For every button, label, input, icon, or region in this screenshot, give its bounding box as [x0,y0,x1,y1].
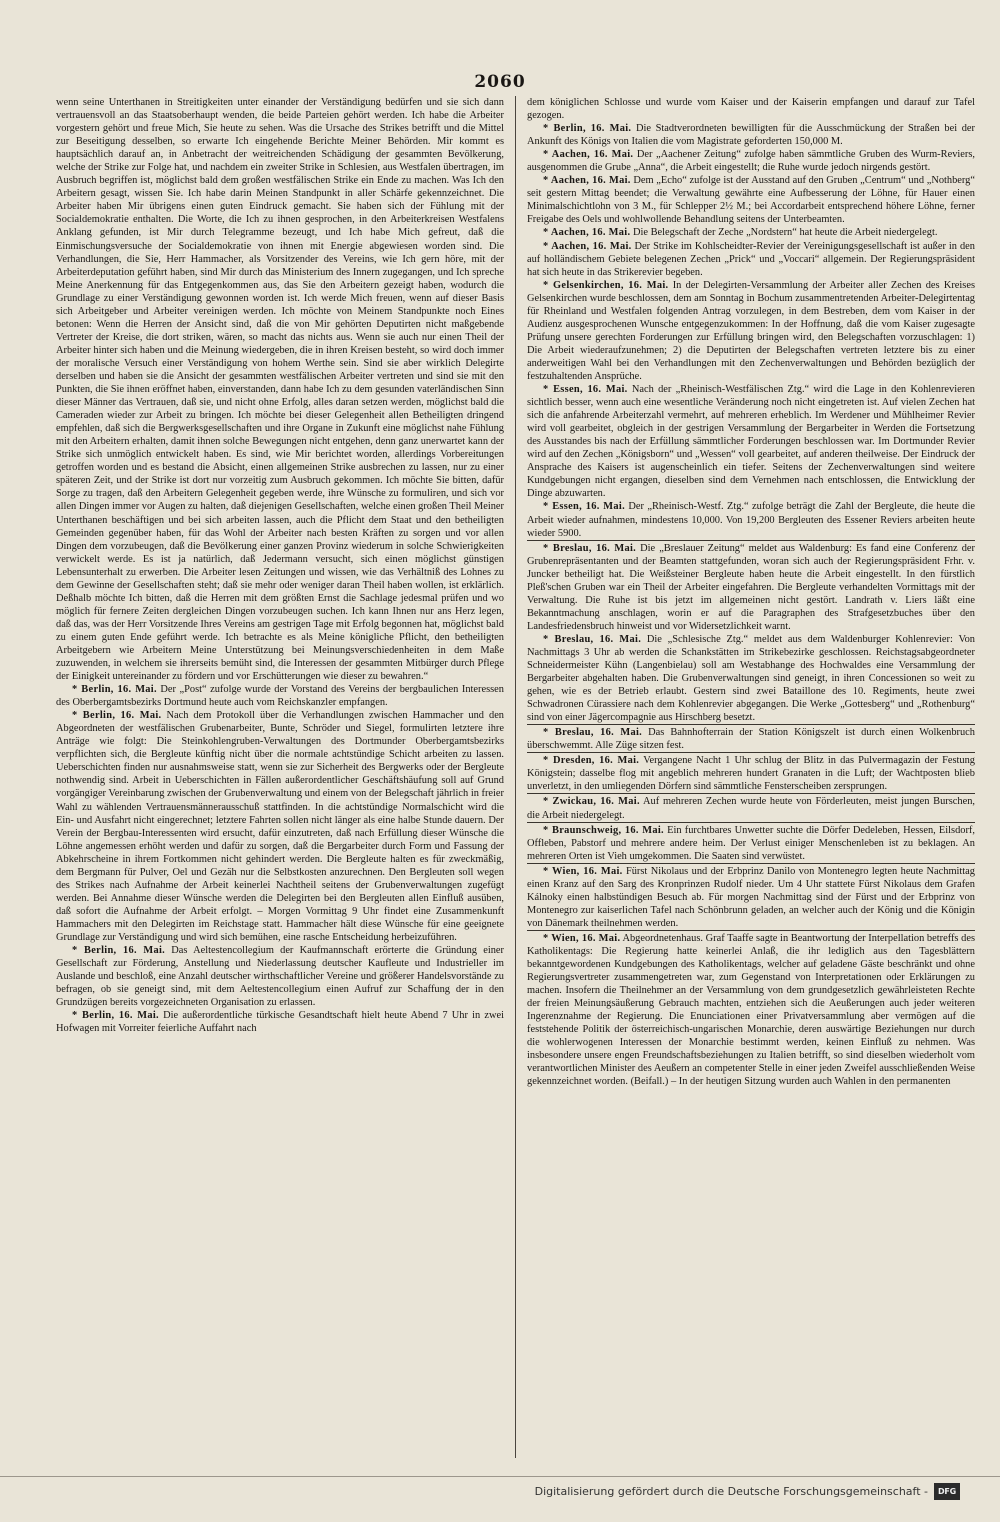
dateline: * Wien, 16. Mai. [543,865,623,877]
item-text: Dem „Echo“ zufolge ist der Ausstand auf den Gruben „Centrum“ und „Nothberg“ seit gestern Mittag beendet; die Verwaltung gewährte eine Aufbesserung der Löhne, für Hauer einen Minimalschichtlohn von 3 M., für Schlepper 2½ M.; bei Accordarbeit entsprechend höhere Löhne, ferner Freigabe des Oels und wohlwollende Behandlung seitens der Unterbeamten. [527,175,975,226]
news-item [56,1009,504,1035]
item-text: Abgeordnetenhaus. Graf Taaffe sagte in Beantwortung der Interpellation betreffs des Katholikentags: Die Regierung hatte keinerlei Anlaß, die ihr lediglich aus den Tagesblättern bekanntgewordenen Kundgebungen des Katholikentags, welcher auf geladene Gäste beschränkt und ohne Regierungsvertreter zusammengetreten war, zum Gegenstand von Interpretationen oder Erklärungen zu machen. Insofern die Theilnehmer an der Versammlung von dem grundgesetzlich gewährleisteten Rechte der freien Meinungsäußerung Gebrauch machten, entziehen sich die Aeußerungen auch jeder weiteren Ingerenznahme der Regierung. Die Enunciationen einer Privatversammlung aber vermögen auf die feststehende Politik der österreichisch-ungarischen Monarchie, deren auswärtige Beziehungen nur durch die wohlerwogenen Interessen der Monarchie bestimmt werden, keinen Einfluß zu nehmen. Was insbesondere unsere engen Freundschaftsbeziehungen zu Italien betrifft, so sind dieselben wiederholt vom verantwortlichen Minister des Aeußern an competenter Stelle in einer jeden Zweifel ausschließenden Weise gekennzeichnet worden. (Beifall.) – In der heutigen Sitzung wurden auch Wahlen in den permanenten [527,932,975,1088]
news-item [56,709,504,944]
item-text: dem königlichen Schlosse und wurde vom Kaiser und der Kaiserin empfangen und darauf zur Tafel gezogen. [527,97,975,122]
news-item [527,793,975,821]
news-item [527,863,975,930]
dateline: * Aachen, 16. Mai. [543,149,634,161]
news-item [527,724,975,752]
item-text: Die Stadtverordneten bewilligten für die Ausschmückung der Straßen bei der Ankunft des Königs von Italien die vom Magistrate geforderten 150,000 M. [527,123,975,148]
item-text: Fürst Nikolaus und der Erbprinz Danilo von Montenegro legten heute Nachmittag einen Kranz auf den Sarg des Kronprinzen Rudolf nieder. Um 4 Uhr stattete Fürst Nikolaus dem Grafen Kálnoky einen halbstündigen Besuch ab. Für morgen Nachmittag sind der Fürst und der Erbprinz von Montenegro zur kaiserlichen Tafel nach Schönbrunn geladen, an welcher auch der König und die Königin von Dänemark theilnehmen werden. [527,865,975,929]
dateline: * Berlin, 16. Mai. [72,945,166,957]
item-text: Die außerordentliche türkische Gesandtschaft hielt heute Abend 7 Uhr in zwei Hofwagen mit Vorreiter feierliche Auffahrt nach [56,1010,504,1035]
news-item [527,383,975,500]
item-text: Die „Schlesische Ztg.“ meldet aus dem Waldenburger Kohlenrevier: Von Nachmittags 3 Uhr ab werden die Schankstätten im Strikebezirke geschlossen. Reichstagsabgeordneter Schneidermeister Kühn (Langenbielau) soll am Westabhange des Hochwaldes eine Versammlung der Bergarbeiter abgehalten haben. Die Grubenverwaltungen sind geneigt, in ihren Concessionen so weit zu gehen, wie es der Betrieb erlaubt. Gestern sind zwei Bataillone des 10. Regiments, heute zwei Schwadronen Cürassiere nach dem Kohlenrevier abgegangen. Die Werke „Gottesberg“ und „Rothenburg“ sind von einer Jägercompagnie aus Hirschberg besetzt. [527,633,975,724]
dateline: * Dresden, 16. Mai. [543,755,640,767]
news-item [56,96,504,683]
item-text: Der „Rheinisch-Westf. Ztg.“ zufolge beträgt die Zahl der Bergleute, die heute die Arbeit wieder aufnahmen, mindestens 10,000. Von 19,200 Bergleuten des Essener Reviers arbeiten heute wieder 5900. [527,501,975,539]
item-text: Die Belegschaft der Zeche „Nordstern“ hat heute die Arbeit niedergelegt. [632,227,938,239]
news-item [527,148,975,174]
dateline: * Berlin, 16. Mai. [543,123,632,135]
news-item [527,752,975,793]
dateline: * Aachen, 16. Mai. [543,175,631,187]
dateline: * Essen, 16. Mai. [543,384,628,396]
dateline: * Gelsenkirchen, 16. Mai. [543,279,669,291]
item-text: Das Bahnhofterrain der Station Königszelt ist durch einen Wolkenbruch überschwemmt. Alle Züge sitzen fest. [527,727,975,752]
item-text: Nach dem Protokoll über die Verhandlungen zwischen Hammacher und den Abgeordneten der westfälischen Grubenarbeiter, Bunte, Schröder und Siegel, formulirten letztere ihre Anträge wie folgt: Die Steinkohlengruben-Verwaltungen des Dortmunder Oberbergamtsbezirks verpflichten sich, die Bergleute künftig nicht über die normale achtstündige Schicht arbeiten zu lassen. Ueberschichten finden nur ausnahmsweise statt, wenn sie zur Sicherheit des Bergwerks oder der Bergleute nothwendig sind. Arbeit in Ueberschichten in Fällen außerordentlicher Geschäftshäufung soll auf Grund vorgängiger Vereinbarung zwischen der Grubenverwaltung und einem von der Belegschaft jährlich in freier Wahl zu wählenden Vertrauensmännerausschuß stattfinden. In die achtstündige Normalschicht wird die Ein- und Ausfahrt nicht eingerechnet; letztere Fahrten sollen nicht länger als eine halbe Stunde dauern. Der Verein der Bergbau-Interessenten wird ersucht, dafür einzutreten, daß nach Erfüllung dieser Wünsche die Löhne angemessen erhöht werden und dafür zu sorgen, daß die Bergarbeiter durch Form und Fassung der Abkehrscheine in ihrem Fortkommen nicht gehindert werden. Die Bergleute halten es für zweckmäßig, dem Bergmann für Pulver, Oel und Gezäh nur die Selbstkosten anzurechnen. Den Bergleuten soll wegen des Strikes nach Aufnahme der Arbeit keinerlei Nachtheil seitens der Grubenverwaltungen zugefügt werden. Bei Annahme dieser Wünsche werden die Delegirten bei den Bergleuten allen Einfluß ausüben, daß sofort die Aufnahme der Arbeit erfolgt. – Morgen Vormittag 9 Uhr findet eine Zusammenkunft Hammachers mit den Delegirten im Reichstage statt. Hammacher hält diese Wünsche für eine geeignete Grundlage zur Verständigung und wird sich bemühen, eine rasche Entscheidung herbeizuführen. [56,710,504,943]
dateline: * Berlin, 16. Mai. [72,684,157,696]
footer-credit: Digitalisierung gefördert durch die Deutsche Forschungsgemeinschaft - [534,1485,928,1498]
footer-divider [0,1476,1000,1477]
news-item [527,279,975,383]
column-divider [515,96,516,1458]
news-item [527,633,975,724]
item-text: Die „Breslauer Zeitung“ meldet aus Waldenburg: Es fand eine Conferenz der Grubenrepräsentanten und der Beamten stattgefunden, woran sich auch der Regierungspräsident Frhr. v. Juncker betheiligt hat. Die Weißsteiner Bergleute haben heute die Arbeit eingestellt. In den fürstlich Pleß'schen Gruben war ein Theil der Arbeiter eingefahren. Die Bergleute verhandelten Vormittags mit der Verwaltung. Die Ruhe ist bis jetzt im allgemeinen nicht gestört. Landrath v. Liers läßt eine Bekanntmachung anschlagen, worin er auf die Paragraphen des Strafgesetzbuches über den Landesfriedensbruch hinweist und vor Widersetzlichkeit warnt. [527,542,975,632]
dateline: * Berlin, 16. Mai. [72,1010,159,1022]
item-text: Auf mehreren Zechen wurde heute von Förderleuten, meist jungen Burschen, die Arbeit niedergelegt. [527,796,975,821]
item-text: Der Strike im Kohlscheidter-Revier der Vereinigungsgesellschaft ist außer in den auf holländischem Gebiete belegenen Zechen „Prick“ und „Voccari“ allgemein. Der Regierungspräsident hat sich heute in das Strikerevier begeben. [527,240,975,278]
footer [535,1483,960,1500]
dateline: * Aachen, 16. Mai. [543,240,632,252]
dateline: * Wien, 16. Mai. [543,932,621,944]
item-text: Der „Aachener Zeitung“ zufolge haben sämmtliche Gruben des Wurm-Reviers, ausgenommen die Grube „Anna“, die Arbeit eingestellt; die Ruhe wurde jedoch nirgends gestört. [527,149,975,174]
dateline: * Breslau, 16. Mai. [543,633,642,645]
news-item [527,96,975,122]
item-text: Das Aeltestencollegium der Kaufmannschaft erörterte die Gründung einer Gesellschaft zur Förderung, Anstellung und Niederlassung deutscher Kaufleute und Industrieller im Auslande und beschloß, eine Anzahl deutscher wirthschaftlicher Vereine und größerer Handelsvorstände zu befragen, ob sie geneigt sind, mit dem Aeltestencollegium einen Aufruf zur Schaffung der in den Grundzügen bereits vorgezeichneten Organisation zu erlassen. [56,945,504,1009]
item-text: Nach der „Rheinisch-Westfälischen Ztg.“ wird die Lage in den Kohlenrevieren sichtlich besser, wenn auch eine wesentliche Veränderung noch nicht eingetreten ist. Auf vielen Zechen hat sich die anfahrende Arbeiterzahl vermehrt, auf mehreren erheblich. Im Werdener und Mühlheimer Revier wird voll gearbeitet, obgleich in der gestrigen Versammlung der Bergarbeiter in Werden die Fortsetzung des Ausstandes bis nach der Erfüllung sämmtlicher Forderungen beschlossen war. Im Dortmunder Revier wird auf den Zechen „Königsborn“ und „Wessen“ voll gearbeitet, auf anderen theilweise. Der Eindruck der Ansprache des Kaisers ist augenscheinlich ein tiefer. Seitens der Zechenverwaltungen sind weitere Kundgebungen nicht ergangen, dieselben sind dem Vernehmen nach entschlossen, die Entwicklung der Dinge abzuwarten. [527,384,975,500]
dateline: * Breslau, 16. Mai. [543,542,637,554]
news-item [527,930,975,1089]
item-text: Der „Post“ zufolge wurde der Vorstand des Vereins der bergbaulichen Interessen des Oberbergamtsbezirks Dortmund heute auch vom Reichskanzler empfangen. [56,684,504,709]
news-item [527,822,975,863]
dateline: * Essen, 16. Mai. [543,501,625,513]
news-item [56,683,504,709]
item-text: In der Delegirten-Versammlung der Arbeiter aller Zechen des Kreises Gelsenkirchen wurde beschlossen, dem am Sonntag in Bochum zusammentretenden Arbeiter-Delegirtentag für Rheinland und Westfalen folgenden Antrag vorzulegen, in dem Bestreben, dem vom Kaiser in der Audienz ausgesprochenen Wunsche entgegenzukommen: In der Hoffnung, daß die vom Kaiser zugesagte Prüfung unsere gerechten Forderungen zur Erfüllung bringen wird, den Belegschaften vorzuschlagen: 1) Die Arbeit wiederaufzunehmen; 2) die Deputirten der Belegschaften vertreten letztere bis zu einer anderweitigen Wahl bei den Verhandlungen mit den Zechenverwaltungen und Behörden bezüglich der festzuhaltenden Ansprüche. [527,279,975,382]
dfg-logo-icon: DFG [934,1483,960,1500]
news-item [527,240,975,279]
dateline: * Berlin, 16. Mai. [72,710,162,722]
item-text: Vergangene Nacht 1 Uhr schlug der Blitz in das Pulvermagazin der Festung Königstein; dasselbe flog mit angeblich mehreren hundert Granaten in die Luft; der Wachtposten blieb unverletzt, in den umliegenden Dörfern sind sämmtliche Fensterscheiben zersprungen. [527,755,975,793]
news-item [56,944,504,1009]
news-item [527,174,975,226]
dateline: * Zwickau, 16. Mai. [543,796,640,808]
news-item [527,226,975,239]
item-text: wenn seine Unterthanen in Streitigkeiten unter einander der Verständigung bedürfen und sie sich dann vertrauensvoll an das Staatsoberhaupt wenden, die beide Parteien gehört werden. Ich habe die Arbeiter vorgestern gehört und freue Mich, Sie heute zu sehen. Was die Ursache des Strikes betrifft und die Mittel zur Beseitigung desselben, so erwarte Ich eingehende Berichte Meiner Behörden. Mir kommt es hauptsächlich darauf an, in Anbetracht der weitreichenden Schädigung der gesammten Bevölkerung, welche der Strike zur Folge hat, und nachdem ein zweiter Strike in Schlesien, aus Westfalen übertragen, im Ausbruch begriffen ist, möglichst bald dem großen westfälischen Strike ein Ende zu machen. Was Ich den Arbeitern gesagt, wissen Sie. Ich habe darin Meinen Standpunkt in aller Schärfe gekennzeichnet. Die Arbeiter haben Mir übrigens einen guten Eindruck gemacht. Sie haben sich der Fühlung mit der Socialdemokratie enthalten. Die Worte, die Ich zu ihnen gesprochen, in den Arbeiterkreisen Westfalens Anklang gefunden, ist Mir durch Telegramme bezeugt, und Ich habe Mich gefreut, daß die Einmischungsversuche der Socialdemokratie von ihnen mit Energie abgewiesen worden sind. Die Verhandlungen, die Sie, Herr Hammacher, als Vorsitzender des Vereins, wie Ich gern höre, mit der Arbeiterdeputation geführt haben, sind Mir durch das Ministerium des Innern zugegangen, und Ich spreche Meine Anerkennung für das Entgegenkommen aus, das Sie den Arbeitern gezeigt haben, wodurch die Grundlage zu einer Verständigung gewonnen worden ist. Ich werde Mich freuen, wenn auf dieser Basis sich Arbeitgeber und Arbeiter vereinigen werden. Ich möchte von Meinem Standpunkte noch Eines betonen: Wenn die Herren der Ansicht sind, daß die von Mir gehörten Deputirten nicht maßgebende Vertreter der Kreise, die dort striken, wären, so macht das nichts aus. Wenn sie auch nur einen Theil der Arbeiter hinter sich haben und die Meinung wiedergeben, die in ihren Kreisen besteht, so wird doch immer der moralische Versuch einer Verständigung von hohem Werthe sein. Sind sie aber wirklich Delegirte derselben und haben sie die Ansicht der gesammten westfälischen Arbeiter vertreten und sind sie mit den Punkten, die Sie ihnen eröffnet haben, einverstanden, dann habe Ich zu dem gesunden vaterländischen Sinn dieser Männer das Vertrauen, daß sie, und nicht ohne Erfolg, alles daran setzen werden, möglichst bald die Cameraden wieder zur Arbeit zu bringen. Ich möchte bei dieser Gelegenheit allen Betheiligten dringend empfehlen, daß sich die Bergwerksgesellschaften und ihre Organe in Zukunft eine möglichst nahe Fühlung mit den Arbeitern erhalten, damit ihnen solche Bewegungen nicht entgehen, denn ganz unerwartet kann der Strike sich unmöglich entwickelt haben. Es sind, wie Mir berichtet worden, allerdings Vorbereitungen getroffen worden und es bestand die Absicht, einen allgemeinen Strike ausbrechen zu lassen, nur zu einer späteren Zeit, und der Strike ist dort nur vorzeitig zum Ausbruch gekommen. Ich möchte Sie bitten, dafür Sorge zu tragen, daß den Arbeitern Gelegenheit gegeben werde, ihre Wünsche zu formuliren, und sich vor allen Dingen immer vor Augen zu halten, daß diejenigen Gesellschaften, welche einen großen Theil Meiner Unterthanen beschäftigen und bei sich arbeiten lassen, auch die Pflicht dem Staat und den betheiligten Gemeinden gegenüber haben, für das Wohl der Arbeiter nach besten Kräften zu sorgen und vor allen Dingen dem vorzubeugen, daß die Bevölkerung einer ganzen Provinz wiederum in solche Schwierigkeiten verwickelt werde. Es ist ja natürlich, daß Jedermann versucht, sich einen möglichst günstigen Lebensunterhalt zu erwerben. Die Arbeiter lesen Zeitungen und wissen, wie das Verhältniß des Lohnes zu dem Gewinne der Gesellschaften steht; daß sie mehr oder weniger daran Theil haben wollen, ist erklärlich. Deßhalb möchte Ich bitten, daß die Herren mit dem größten Ernst die Sachlage jedesmal prüfen und wo möglich für fernere Zeiten dergleichen Dingen vorzubeugen suchen. Ich kann Ihnen nur ans Herz legen, daß das, was der Herr Vorsitzende Ihres Vereins am gestrigen Tage mit Erfolg begonnen hat, möglichst bald zu einem guten Ende geführt werde. Ich betrachte es als Meine königliche Pflicht, den betheiligten Arbeitgebern wie Arbeitern Meine Unterstützung bei Meinungsverschiedenheiten in dem Maße zuzuwenden, in welchem sie ihrerseits bemüht sind, die Interessen der gesammten Mitbürger durch Pflege der Einigkeit untereinander zu fördern und vor Erschütterungen wie dieser zu bewahren.“ [56,97,504,683]
news-item [527,540,975,633]
item-text: Ein furchtbares Unwetter suchte die Dörfer Dedeleben, Hessen, Eilsdorf, Offleben, Pabstorf und mehrere andere heim. Der Verlust einiger Menschenleben ist zu beklagen. An mehreren Orten ist Vieh umgekommen. Die Saaten sind verwüstet. [527,824,975,862]
right-column [527,96,975,1458]
page-number: 2060 [474,72,526,92]
dateline: * Aachen, 16. Mai. [543,227,631,239]
left-column [56,96,504,1458]
news-item [527,500,975,539]
news-item [527,122,975,148]
dateline: * Braunschweig, 16. Mai. [543,824,664,836]
dateline: * Breslau, 16. Mai. [543,727,643,739]
